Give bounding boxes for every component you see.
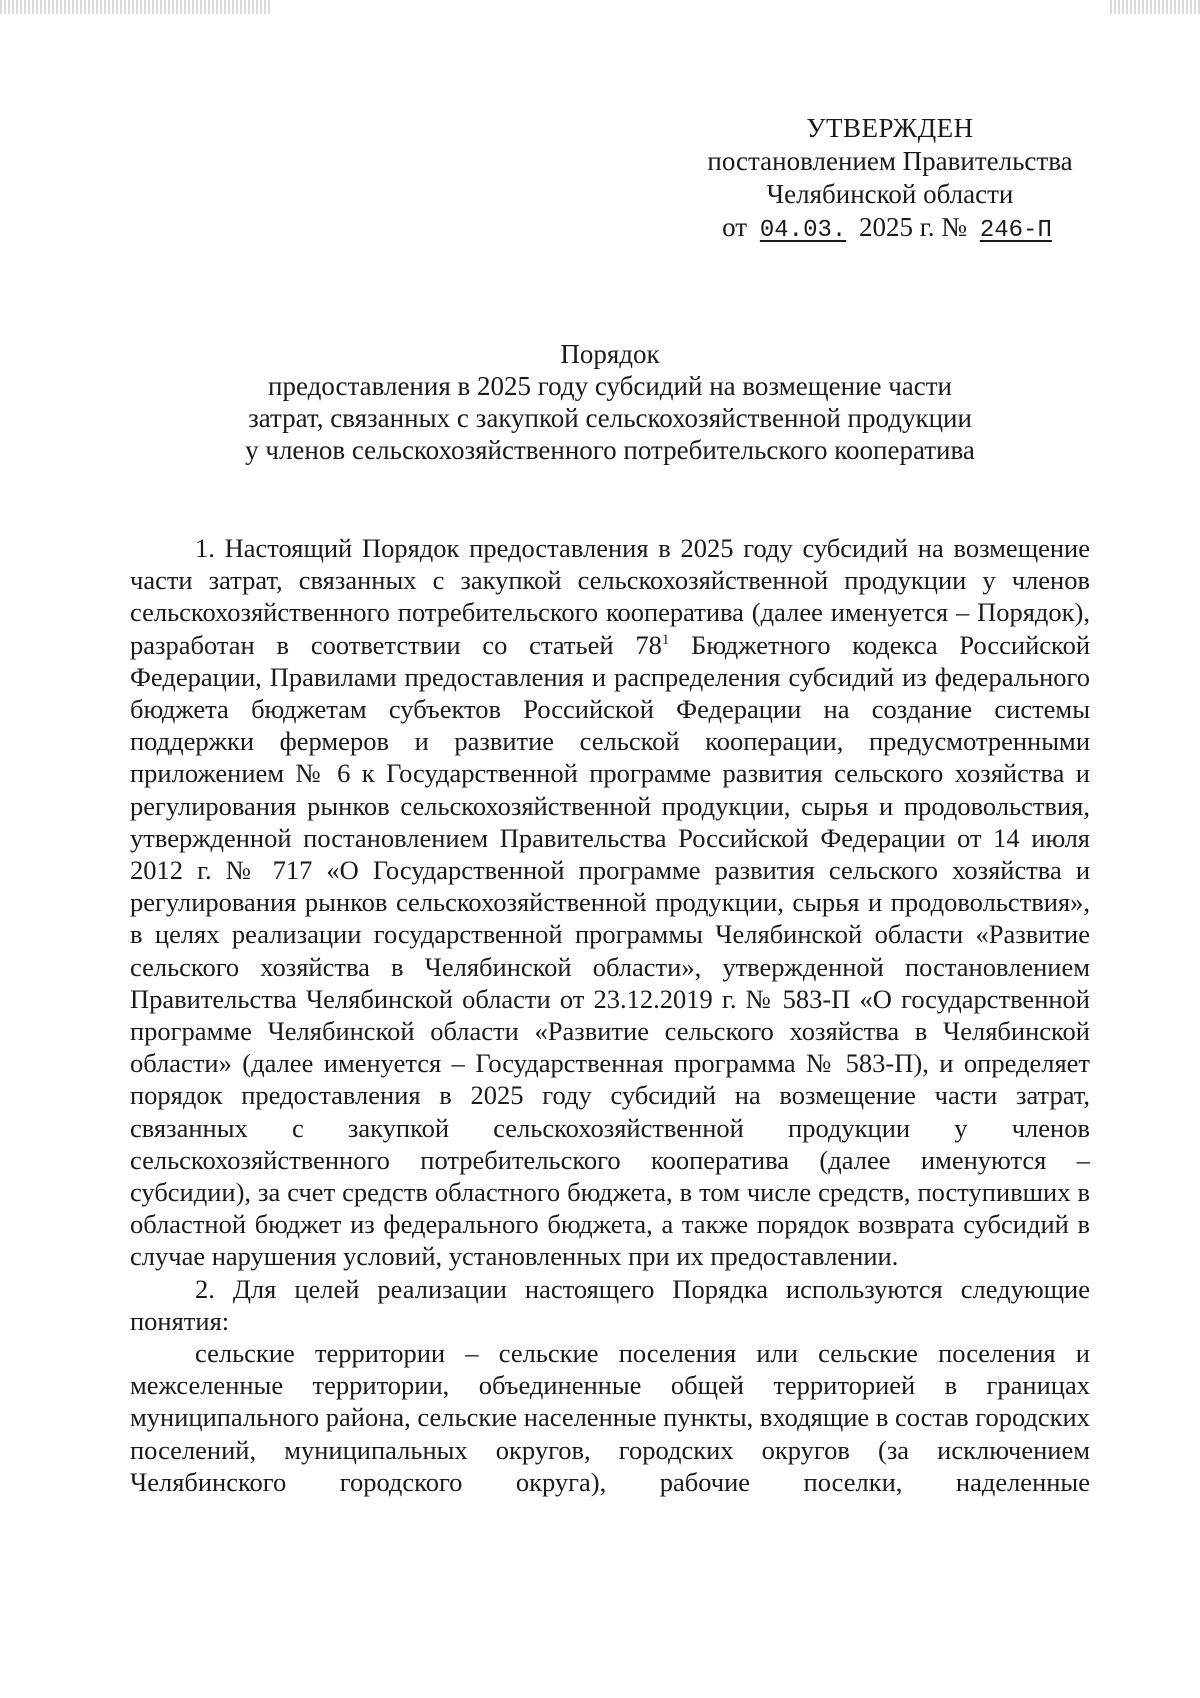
paragraph-1-part-b: Бюджетного кодекса Российской Федерации, Правилами предоставления и распределения субсидий из федерального бюджета бюджетам субъектов Российской Федерации на создание системы поддержки фермеров и развитие сельской кооперации, предусмотренными приложением № 6 к Государственной программе развития сельского хозяйства и регулирования рынков сельскохозяйственной продукции, сырья и продовольствия, утвержденной постановлением Правительства Российской Федерации от 14 июля 2012 г. № 717 «О Государственной программе развития сельского хозяйства и регулирования рынков сельскохозяйственной продукции, сырья и продовольствия», в целях реализации государственной программы Челябинской области «Развитие сельского хозяйства в Челябинской области», утвержденной постановлением Правительства Челябинской области от 23.12.2019 г. № 583-П «О государственной программе Челябинской области «Развитие сельского хозяйства в Челябинской области» (далее именуется – Государственная программа № 583-П), и определяет порядок предоставления в 2025 году субсидий на возмещение части затрат, связанных с закупкой сельскохозяйственной продукции у членов сельскохозяйственного потребительского кооператива (далее именуются – субсидии), за счет средств областного бюджета, в том числе средств, поступивших в областной бюджет из федерального бюджета, а также порядок возврата субсидий в случае нарушения условий, установленных при их предоставлении. bbox=[130, 629, 1091, 1272]
article-superscript: 1 bbox=[661, 631, 670, 648]
document-title bbox=[130, 338, 1090, 466]
title-line-3: затрат, связанных с закупкой сельскохозяйственной продукции bbox=[248, 403, 972, 433]
approval-year: 2025 г. № bbox=[859, 212, 968, 242]
approval-date-line bbox=[680, 211, 1100, 247]
paragraph-3: сельские территории – сельские поселения или сельские поселения и межселенные территории, объединенные общей территорией в границах муниципального района, сельские населенные пункты, входящие в состав городских поселений, муниципальных округов, городских округов (за исключением Челябинского городского округа), рабочие поселки, наделенные bbox=[130, 1338, 1090, 1497]
document-body bbox=[130, 532, 1090, 1498]
approval-line-1: постановлением Правительства bbox=[707, 146, 1073, 176]
scan-artifact-top-right bbox=[1110, 0, 1200, 14]
title-line-4: у членов сельскохозяйственного потребительского кооператива bbox=[245, 435, 975, 465]
title-line-1: Порядок bbox=[560, 339, 660, 369]
approval-heading: УТВЕРЖДЕН bbox=[806, 113, 974, 143]
approval-stamp-block bbox=[680, 112, 1100, 247]
scan-artifact-top-left bbox=[0, 0, 270, 14]
approval-number: 246-П bbox=[979, 217, 1052, 244]
date-prefix: от bbox=[722, 212, 748, 242]
approval-date: 04.03. bbox=[759, 217, 847, 244]
approval-line-2: Челябинской области bbox=[766, 179, 1014, 209]
paragraph-1 bbox=[130, 532, 1090, 1273]
paragraph-2: 2. Для целей реализации настоящего Порядка используются следующие понятия: bbox=[130, 1273, 1090, 1336]
paragraph-1-part-a: 1. Настоящий Порядок предоставления в 2025 году субсидий на возмещение части затрат, связанных с закупкой сельскохозяйственной продукции у членов сельскохозяйственного потребительского кооператива (далее именуется – Порядок), разработан в соответствии со статьей 78 bbox=[130, 533, 1090, 660]
title-line-2: предоставления в 2025 году субсидий на возмещение части bbox=[268, 371, 952, 401]
